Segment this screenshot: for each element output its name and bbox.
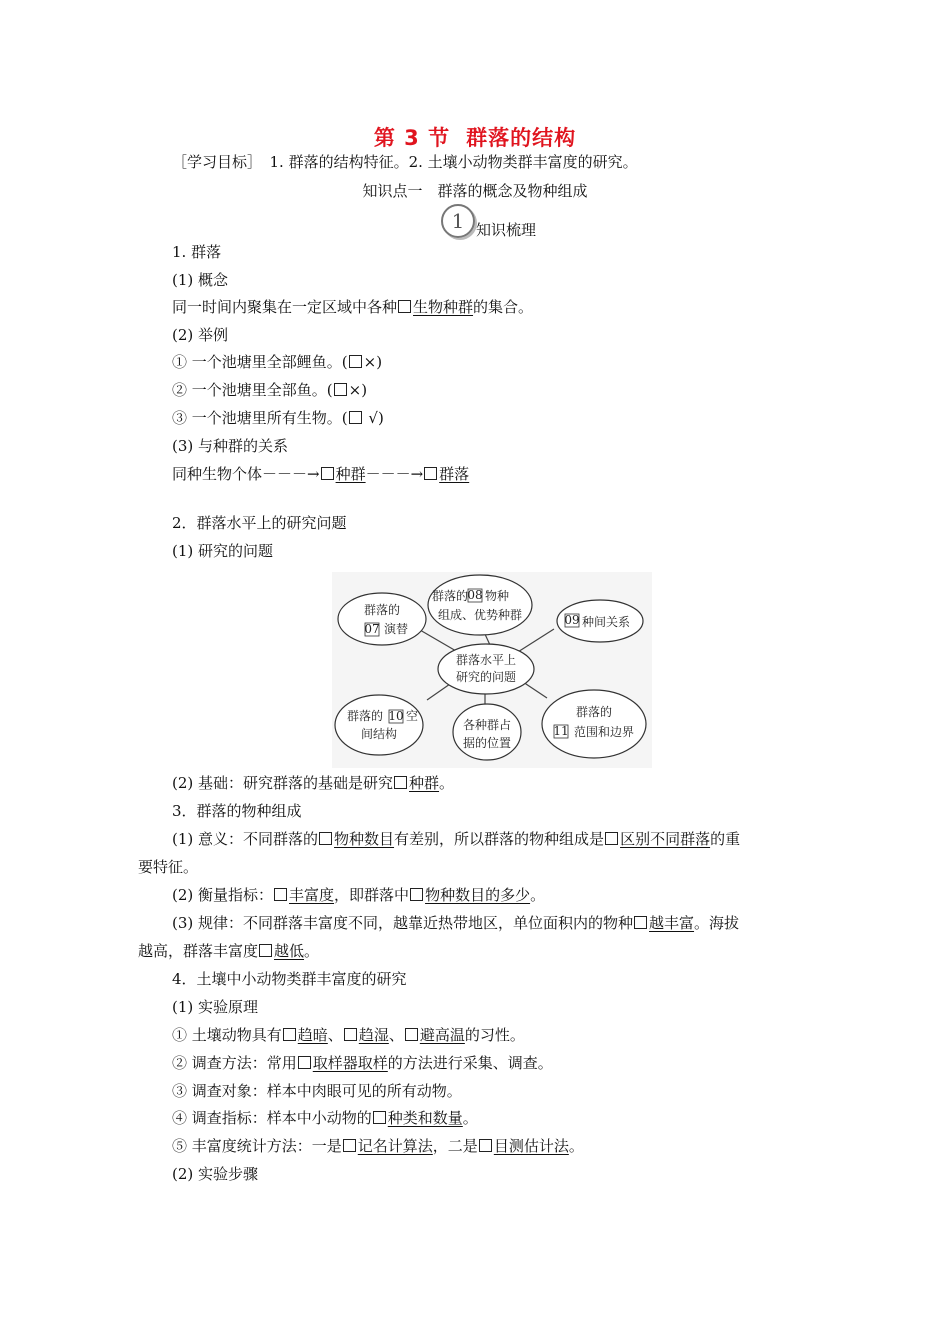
rule-line-cont: 越高，群落丰富度 越低。 — [138, 942, 320, 960]
node-center — [438, 644, 534, 694]
center-line2: 研究的问题 — [455, 670, 517, 684]
rule-line: (3) 规律：不同群落丰富度不同，越靠近热带地区，单位面积内的物种 越丰富。海拔 — [172, 914, 740, 932]
node-species-composition — [428, 575, 532, 635]
boundary-num: 11 — [553, 724, 569, 738]
interaction-num: 09 — [564, 613, 580, 627]
succession-num: 07 — [364, 622, 380, 636]
section-number-badge: 1 — [441, 204, 475, 238]
learning-objectives: ［学习目标］ 1. 群落的结构特征。2. 土壤小动物类群丰富度的研究。 — [172, 153, 638, 171]
heading-species-composition: 3．群落的物种组成 — [172, 802, 302, 820]
significance-line-cont: 要特征。 — [138, 858, 199, 876]
spatial-num: 10 — [388, 709, 404, 723]
position-line2: 据的位置 — [462, 736, 512, 750]
composition-word: 物种 — [484, 589, 510, 603]
heading-research-questions: 2．群落水平上的研究问题 — [172, 514, 347, 532]
heading-soil-animals: 4．土壤中小动物类群丰富度的研究 — [172, 970, 407, 988]
interaction-label: 种间关系 — [581, 615, 631, 629]
spatial-word: 空 — [405, 709, 419, 723]
composition-prefix: 群落的 — [431, 589, 469, 603]
center-line1: 群落水平上 — [455, 653, 517, 667]
principle-2: ② 调查方法：常用 取样器取样的方法进行采集、调查。 — [172, 1054, 553, 1072]
succession-line1: 群落的 — [363, 603, 401, 617]
subheading-relation: (3) 与种群的关系 — [172, 437, 289, 455]
relation-line: 同种生物个体－－－→ 种群－－－→ 群落 — [172, 465, 470, 483]
spatial-line2: 间结构 — [360, 727, 398, 741]
subheading-concept: (1) 概念 — [172, 271, 229, 289]
position-line1: 各种群占 — [462, 718, 512, 732]
subheading-steps: (2) 实验步骤 — [172, 1165, 259, 1183]
basis-line: (2) 基础：研究群落的基础是研究 种群。 — [172, 774, 455, 792]
page-title: 第 3 节 群落的结构 — [373, 126, 577, 150]
example-1: ① 一个池塘里全部鲤鱼。( ×) — [172, 353, 383, 371]
subheading-questions: (1) 研究的问题 — [172, 542, 274, 560]
example-3: ③ 一个池塘里所有生物。( √) — [172, 409, 384, 427]
boundary-line1: 群落的 — [575, 705, 613, 719]
section-label: 知识梳理 — [476, 221, 537, 239]
composition-num: 08 — [467, 588, 483, 602]
node-succession — [338, 593, 426, 645]
composition-line2: 组成、优势种群 — [437, 608, 523, 622]
subheading-examples: (2) 举例 — [172, 326, 229, 344]
spatial-prefix: 群落的 — [346, 709, 384, 723]
principle-4: ④ 调查指标：样本中小动物的 种类和数量。 — [172, 1109, 478, 1127]
succession-line2: 演替 — [383, 622, 409, 636]
boundary-line2: 范围和边界 — [573, 725, 635, 739]
subheading-principle: (1) 实验原理 — [172, 998, 259, 1016]
principle-1: ① 土壤动物具有 趋暗、 趋湿、 避高温的习性。 — [172, 1026, 525, 1044]
concept-line: 同一时间内聚集在一定区域中各种 生物种群的集合。 — [172, 298, 534, 316]
node-population-position — [453, 704, 521, 760]
knowledge-point-heading: 知识点一 群落的概念及物种组成 — [362, 182, 588, 200]
research-questions-diagram — [332, 572, 652, 768]
example-2: ② 一个池塘里全部鱼。( ×) — [172, 381, 368, 399]
node-spatial-structure — [335, 695, 423, 755]
principle-5: ⑤ 丰富度统计方法：一是 记名计算法，二是 目测估计法。 — [172, 1137, 584, 1155]
principle-3: ③ 调查对象：样本中肉眼可见的所有动物。 — [172, 1082, 462, 1100]
measure-line: (2) 衡量指标： 丰富度，即群落中 物种数目的多少。 — [172, 886, 546, 904]
heading-community: 1. 群落 — [172, 243, 222, 261]
significance-line: (1) 意义：不同群落的 物种数目有差别，所以群落的物种组成是 区别不同群落的重 — [172, 830, 741, 848]
